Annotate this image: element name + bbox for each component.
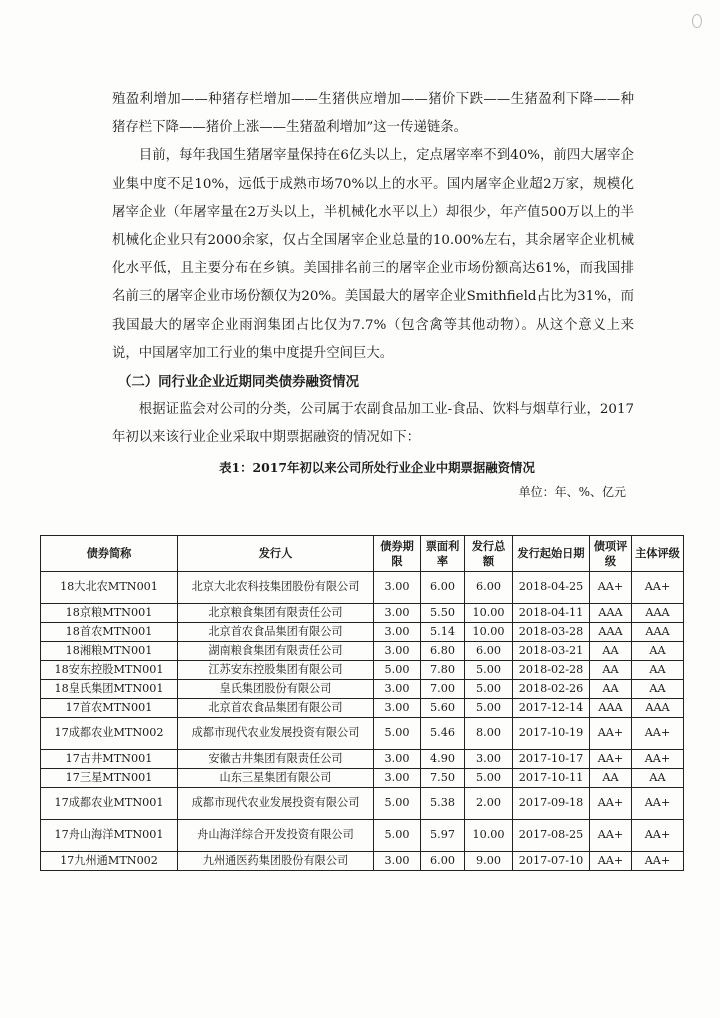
issue-date-cell: 2018-02-28 [513, 661, 590, 680]
bond-rating-cell: AAA [590, 623, 632, 642]
bond-name-cell: 17成都农业MTN002 [41, 718, 178, 750]
term-cell: 5.00 [374, 788, 421, 820]
table-row [41, 642, 684, 661]
bond-rating-cell: AA [590, 661, 632, 680]
amount-cell: 5.00 [465, 699, 513, 718]
table-row [41, 623, 684, 642]
table-row [41, 718, 684, 750]
paragraph-continued: 殖盈利增加——种猪存栏增加——生猪供应增加——猪价下跌——生猪盈利下降——种猪存栏下降——猪价上涨——生猪盈利增加”这一传递链条。 [112, 92, 634, 136]
document-body [112, 86, 634, 503]
table-row [41, 750, 684, 769]
coupon-cell: 7.50 [421, 769, 465, 788]
amount-cell: 2.00 [465, 788, 513, 820]
bond-name-cell: 17三星MTN001 [41, 769, 178, 788]
bond-rating-cell: AA+ [590, 852, 632, 871]
issuer-cell: 舟山海洋综合开发投资有限公司 [178, 820, 374, 852]
table-row [41, 680, 684, 699]
table-row [41, 788, 684, 820]
coupon-cell: 5.46 [421, 718, 465, 750]
issue-date-cell: 2018-03-21 [513, 642, 590, 661]
bond-name-cell: 18大北农MTN001 [41, 572, 178, 604]
bond-name-cell: 17首农MTN001 [41, 699, 178, 718]
issue-date-cell: 2018-04-11 [513, 604, 590, 623]
coupon-cell: 5.50 [421, 604, 465, 623]
amount-cell: 5.00 [465, 680, 513, 699]
header-issuer: 发行人 [178, 536, 374, 572]
coupon-cell: 4.90 [421, 750, 465, 769]
bond-rating-cell: AA+ [590, 820, 632, 852]
issuer-rating-cell: AA [632, 642, 684, 661]
issuer-cell: 江苏安东控股集团有限公司 [178, 661, 374, 680]
coupon-cell: 5.60 [421, 699, 465, 718]
page-corner-mark [692, 14, 702, 28]
issue-date-cell: 2018-02-26 [513, 680, 590, 699]
issuer-cell: 湖南粮食集团有限责任公司 [178, 642, 374, 661]
header-coupon: 票面利率 [421, 536, 465, 572]
issuer-rating-cell: AA [632, 680, 684, 699]
paragraph-slaughter-industry: 目前，每年我国生猪屠宰量保持在6亿头以上，定点屠宰率不到40%，前四大屠宰企业集中度不足10%，远低于成熟市场70%以上的水平。国内屠宰企业超2万家，规模化屠宰企业（年屠宰量在2万头以上，半机械化水平以上）却很少，年产值500万以上的半机械化企业只有2000余家，仅占全国屠宰企业总量的10.00%左右，其余屠宰企业机械化水平低，且主要分布在乡镇。美国排名前三的屠宰企业市场份额高达61%，而我国排名前三的屠宰企业市场份额仅为20%。美国最大的屠宰企业Smithfield占比为31%，而我国最大的屠宰企业雨润集团占比仅为7.7%（包含禽等其他动物）。从这个意义上来说，中国屠宰加工行业的集中度提升空间巨大。 [112, 148, 634, 361]
bond-rating-cell: AA+ [590, 718, 632, 750]
issuer-rating-cell: AAA [632, 604, 684, 623]
table-row [41, 572, 684, 604]
coupon-cell: 6.00 [421, 852, 465, 871]
issuer-cell: 北京首农食品集团有限公司 [178, 699, 374, 718]
issue-date-cell: 2017-10-17 [513, 750, 590, 769]
issuer-cell: 北京大北农科技集团股份有限公司 [178, 572, 374, 604]
table-row [41, 769, 684, 788]
table-unit: 单位：年、%、亿元 [518, 484, 626, 499]
issuer-rating-cell: AA+ [632, 572, 684, 604]
bond-rating-cell: AAA [590, 699, 632, 718]
coupon-cell: 5.38 [421, 788, 465, 820]
header-issue-date: 发行起始日期 [513, 536, 590, 572]
issue-date-cell: 2017-10-11 [513, 769, 590, 788]
paragraph-intro: 根据证监会对公司的分类，公司属于农副食品加工业-食品、饮料与烟草行业，2017年初以来该行业企业采取中期票据融资的情况如下： [112, 402, 634, 446]
table-row [41, 661, 684, 680]
amount-cell: 6.00 [465, 572, 513, 604]
table-title: 表1：2017年初以来公司所处行业企业中期票据融资情况 [219, 459, 535, 475]
bond-rating-cell: AA [590, 680, 632, 699]
term-cell: 3.00 [374, 604, 421, 623]
coupon-cell: 7.00 [421, 680, 465, 699]
term-cell: 5.00 [374, 718, 421, 750]
bond-name-cell: 18京粮MTN001 [41, 604, 178, 623]
term-cell: 5.00 [374, 661, 421, 680]
bond-name-cell: 17古井MTN001 [41, 750, 178, 769]
bond-name-cell: 18皇氏集团MTN001 [41, 680, 178, 699]
coupon-cell: 6.80 [421, 642, 465, 661]
bond-rating-cell: AA+ [590, 788, 632, 820]
header-bond-name: 债券简称 [41, 536, 178, 572]
amount-cell: 8.00 [465, 718, 513, 750]
bond-name-cell: 17成都农业MTN001 [41, 788, 178, 820]
bond-rating-cell: AA [590, 769, 632, 788]
header-bond-rating: 债项评级 [590, 536, 632, 572]
bond-name-cell: 17舟山海洋MTN001 [41, 820, 178, 852]
issue-date-cell: 2017-07-10 [513, 852, 590, 871]
issuer-cell: 成都市现代农业发展投资有限公司 [178, 718, 374, 750]
term-cell: 3.00 [374, 750, 421, 769]
issuer-cell: 九州通医药集团股份有限公司 [178, 852, 374, 871]
term-cell: 3.00 [374, 769, 421, 788]
issuer-rating-cell: AAA [632, 623, 684, 642]
issuer-cell: 成都市现代农业发展投资有限公司 [178, 788, 374, 820]
table-body [41, 572, 684, 871]
bond-name-cell: 18首农MTN001 [41, 623, 178, 642]
amount-cell: 3.00 [465, 750, 513, 769]
issue-date-cell: 2018-04-25 [513, 572, 590, 604]
issue-date-cell: 2017-12-14 [513, 699, 590, 718]
term-cell: 5.00 [374, 820, 421, 852]
issue-date-cell: 2018-03-28 [513, 623, 590, 642]
bond-financing-table [40, 535, 684, 871]
term-cell: 3.00 [374, 623, 421, 642]
amount-cell: 6.00 [465, 642, 513, 661]
bond-name-cell: 18湘粮MTN001 [41, 642, 178, 661]
table-row [41, 852, 684, 871]
term-cell: 3.00 [374, 680, 421, 699]
issuer-cell: 皇氏集团股份有限公司 [178, 680, 374, 699]
header-term: 债券期限 [374, 536, 421, 572]
amount-cell: 10.00 [465, 623, 513, 642]
header-issuer-rating: 主体评级 [632, 536, 684, 572]
header-amount: 发行总额 [465, 536, 513, 572]
table-row [41, 699, 684, 718]
issuer-cell: 山东三星集团有限公司 [178, 769, 374, 788]
section-heading: （二）同行业企业近期同类债券融资情况 [118, 374, 360, 391]
amount-cell: 10.00 [465, 820, 513, 852]
issuer-cell: 北京粮食集团有限责任公司 [178, 604, 374, 623]
coupon-cell: 5.14 [421, 623, 465, 642]
issuer-rating-cell: AAA [632, 699, 684, 718]
issue-date-cell: 2017-08-25 [513, 820, 590, 852]
bond-name-cell: 18安东控股MTN001 [41, 661, 178, 680]
term-cell: 3.00 [374, 852, 421, 871]
term-cell: 3.00 [374, 572, 421, 604]
amount-cell: 9.00 [465, 852, 513, 871]
term-cell: 3.00 [374, 642, 421, 661]
issuer-cell: 北京首农食品集团有限公司 [178, 623, 374, 642]
term-cell: 3.00 [374, 699, 421, 718]
issue-date-cell: 2017-10-19 [513, 718, 590, 750]
issuer-rating-cell: AA+ [632, 788, 684, 820]
coupon-cell: 7.80 [421, 661, 465, 680]
table-header-row [41, 536, 684, 572]
issuer-cell: 安徽古井集团有限责任公司 [178, 750, 374, 769]
bond-rating-cell: AA+ [590, 572, 632, 604]
bond-name-cell: 17九州通MTN002 [41, 852, 178, 871]
issue-date-cell: 2017-09-18 [513, 788, 590, 820]
issuer-rating-cell: AA [632, 661, 684, 680]
amount-cell: 5.00 [465, 661, 513, 680]
bond-rating-cell: AA [590, 642, 632, 661]
issuer-rating-cell: AA+ [632, 718, 684, 750]
issuer-rating-cell: AA+ [632, 750, 684, 769]
issuer-rating-cell: AA [632, 769, 684, 788]
table-row [41, 604, 684, 623]
bond-rating-cell: AA+ [590, 750, 632, 769]
bond-rating-cell: AAA [590, 604, 632, 623]
coupon-cell: 6.00 [421, 572, 465, 604]
coupon-cell: 5.97 [421, 820, 465, 852]
amount-cell: 10.00 [465, 604, 513, 623]
table-row [41, 820, 684, 852]
issuer-rating-cell: AA+ [632, 852, 684, 871]
amount-cell: 5.00 [465, 769, 513, 788]
issuer-rating-cell: AA+ [632, 820, 684, 852]
